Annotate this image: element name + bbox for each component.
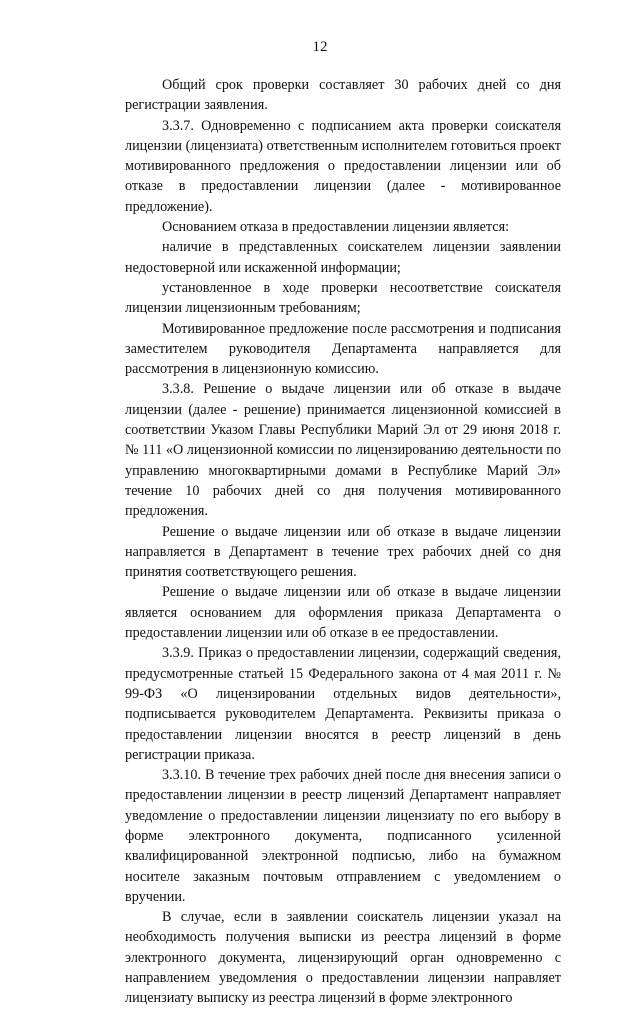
page-number: 12 [312,39,328,55]
paragraph: 3.3.8. Решение о выдаче лицензии или об отказе в выдаче лицензии (далее - решение) принимается лицензионной комиссией в соответствии Указом Главы Республики Марий Эл от 29 июня 2018 г. № 111 «О лицензионной комиссии по лицензированию деятельности по управлению многоквартирными домами в Республике Марий Эл» течение 10 рабочих дней со дня получения мотивированного предложения. [125,381,561,520]
document-body [125,75,561,1009]
paragraph: Основанием отказа в предоставлении лицензии является: [162,219,510,236]
paragraph: 3.3.10. В течение трех рабочих дней после дня внесения записи о предоставлении лицензии в реестр лицензий Департамент направляет уведомление о предоставлении лицензии лицензиату по его выбору в форме электронного документа, подписанного усиленной квалифицированной электронной подписью, либо на бумажном носителе заказным почтовым отправлением с уведомлением о вручении. [125,767,561,905]
paragraph: В случае, если в заявлении соискатель лицензии указал на необходимость получения выписки из реестра лицензий в форме электронного документа, лицензирующий орган одновременно с направлением уведомления о предоставлении лицензии направляет лицензиату выписку из реестра лицензий в форме электронного [125,909,561,1007]
paragraph: Общий срок проверки составляет 30 рабочих дней со дня регистрации заявления. [125,77,561,114]
paragraph: установленное в ходе проверки несоответствие соискателя лицензии лицензионным требованиям; [125,279,561,317]
paragraph: 3.3.7. Одновременно с подписанием акта проверки соискателя лицензии (лицензиата) ответственным исполнителем готовиться проект мотивированного предложения о предоставлении лицензии или об отказе в предоставлении лицензии (далее - мотивированное предложение). [125,117,561,215]
paragraph: Решение о выдаче лицензии или об отказе в выдаче лицензии направляется в Департамент в течение трех рабочих дней со дня принятия соответствующего решения. [125,523,561,581]
paragraph: Мотивированное предложение после рассмотрения и подписания заместителем руководителя Департамента направляется для рассмотрения в лицензионную комиссию. [125,320,561,378]
paragraph: 3.3.9. Приказ о предоставлении лицензии, содержащий сведения, предусмотренные статьей 15 Федерального закона от 4 мая 2011 г. № 99-ФЗ «О лицензировании отдельных видов деятельности», подписывается руководителем Департамента. Реквизиты приказа о предоставлении лицензии вносятся в реестр лицензий в день регистрации приказа. [125,645,561,763]
paragraph: наличие в представленных соискателем лицензии заявлении недостоверной или искаженной информации; [125,239,561,276]
paragraph: Решение о выдаче лицензии или об отказе в выдаче лицензии является основанием для оформления приказа Департамента о предоставлении лицензии или об отказе в ее предоставлении. [125,584,561,642]
